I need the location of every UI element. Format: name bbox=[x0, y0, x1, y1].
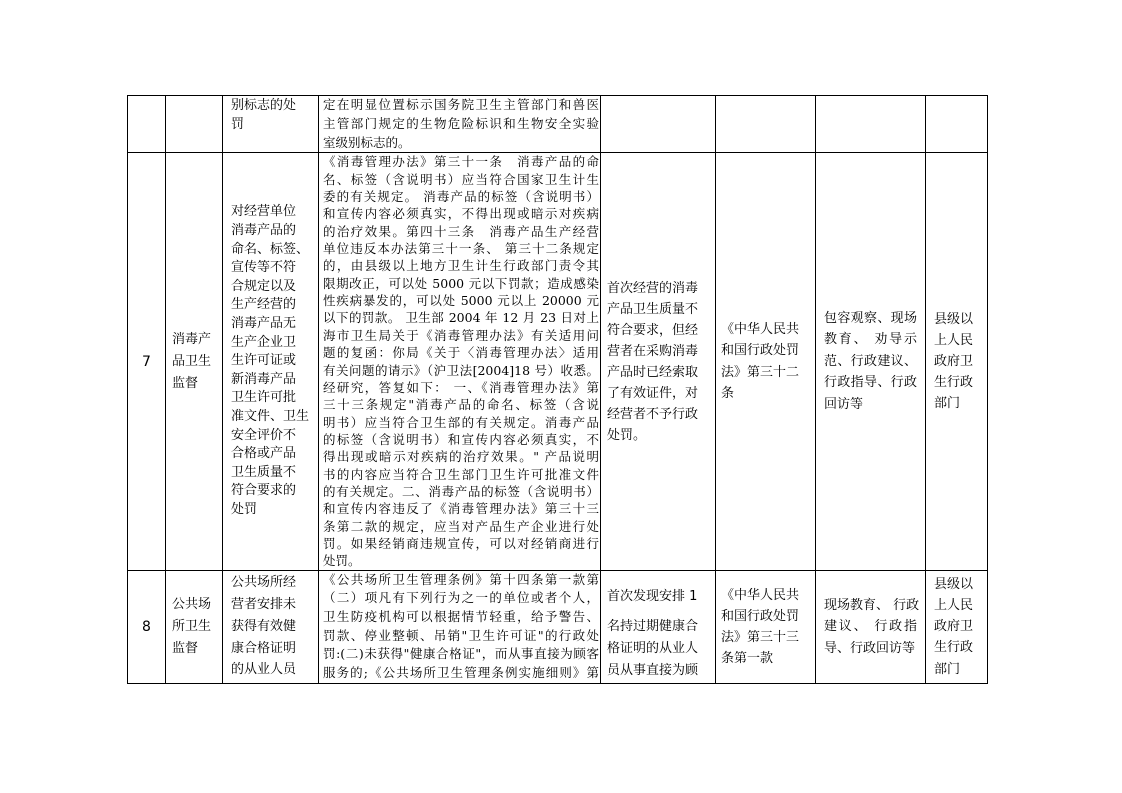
text-line: 条 bbox=[721, 386, 735, 402]
text-line: 康合格证明 bbox=[231, 640, 297, 656]
text-line: 的从业人员 bbox=[231, 662, 297, 678]
legal-basis-text bbox=[319, 96, 600, 152]
text-line: 首次经营的消毒 bbox=[607, 280, 699, 296]
authority-text bbox=[926, 574, 987, 680]
text-line: 公共场所经 bbox=[231, 575, 297, 591]
text-line: 罚。如果经销商违规宣传，可以对经销商进行 bbox=[323, 535, 599, 551]
table-row bbox=[128, 153, 988, 570]
text-line: 准文件、卫生 bbox=[231, 409, 310, 424]
text-line: 服务的;《公共场所卫生管理条例实施细则》第 bbox=[323, 665, 599, 681]
condition-cell bbox=[601, 153, 716, 570]
text-line: 生行政 bbox=[934, 640, 974, 656]
text-line: 罚:(二)未获得"健康合格证"，而从事直接为顾客 bbox=[323, 646, 599, 662]
number-cell bbox=[128, 153, 166, 570]
text-line: 的标签（含说明书）和宣传内容必须真实，不 bbox=[323, 431, 599, 447]
text-line: 定在明显位置标示国务院卫生主管部门和兽医 bbox=[323, 97, 599, 112]
text-line: 监督 bbox=[172, 640, 199, 656]
text-line: 限期改正，可以处 5000 元以下罚款；造成感染 bbox=[323, 275, 599, 291]
text-line: 产品时已经索取 bbox=[607, 364, 699, 380]
text-line: 法》第三十三 bbox=[721, 629, 800, 645]
text-line: 法》第三十二 bbox=[721, 364, 800, 380]
text-line: 合格或产品 bbox=[231, 446, 297, 462]
legal-basis-cell bbox=[319, 153, 601, 570]
measures-cell bbox=[816, 96, 926, 153]
text-line: 的，由县级以上地方卫生计生行政部门责令其 bbox=[323, 258, 599, 274]
condition-cell bbox=[601, 570, 716, 683]
text-line: 消毒产品无 bbox=[231, 316, 297, 332]
text-line: 新消毒产品 bbox=[231, 371, 297, 387]
violation-cell bbox=[223, 96, 319, 153]
row-number: 7 bbox=[142, 353, 151, 370]
measures-text bbox=[816, 308, 925, 416]
text-line: 卫生许可批 bbox=[231, 390, 297, 406]
measures-cell bbox=[816, 153, 926, 570]
text-line: 罚 bbox=[231, 117, 245, 132]
legal-basis-cell bbox=[319, 570, 601, 683]
text-line: 政府卫 bbox=[934, 354, 974, 370]
text-line: 条第二款的规定，应当对产品生产企业进行处 bbox=[323, 518, 599, 534]
authority-text bbox=[926, 309, 987, 414]
text-line: 委的有关规定。 消毒产品的标签（含说明书） bbox=[323, 189, 599, 205]
text-line: 和国行政处罚 bbox=[721, 608, 800, 624]
text-line: 主管部门规定的生物危险标识和生物安全实验 bbox=[323, 115, 599, 131]
text-line: 生行政 bbox=[934, 375, 974, 391]
category-cell bbox=[166, 570, 223, 683]
text-line: 产品卫生质量不 bbox=[607, 301, 699, 317]
text-line: 现场教育、 行政 bbox=[824, 597, 920, 613]
text-line: 行政指导、行政 bbox=[824, 375, 917, 391]
text-line: 的有关规定。二、消毒产品的标签（含说明书） bbox=[323, 483, 599, 499]
legal-basis-text bbox=[319, 153, 600, 569]
text-line: 获得有效健 bbox=[231, 618, 297, 634]
text-line: 县级以 bbox=[934, 576, 974, 592]
text-line: 书的内容应当符合卫生部门卫生许可批准文件 bbox=[323, 466, 599, 482]
table-row bbox=[128, 570, 988, 683]
violation-text bbox=[223, 96, 318, 134]
text-line: 首次发现安排 1 bbox=[607, 588, 698, 604]
text-line: 生许可证或 bbox=[231, 353, 297, 369]
text-line: 经研究，答复如下： 一、《消毒管理办法》第 bbox=[323, 379, 599, 395]
measures-cell bbox=[816, 570, 926, 683]
text-line: 合规定以及 bbox=[231, 278, 297, 294]
violation-cell bbox=[223, 570, 319, 683]
text-line: 有关问题的请示》（沪卫法[2004]18 号）收悉。 bbox=[323, 362, 599, 378]
text-line: 营者在采购消毒 bbox=[607, 343, 699, 359]
text-line: 以下的罚款。 卫生部 2004 年 12 月 23 日对上 bbox=[323, 310, 599, 326]
text-line: 所卫生 bbox=[172, 618, 212, 634]
text-line: 《中华人民共 bbox=[721, 321, 800, 337]
basis-article-cell bbox=[716, 570, 816, 683]
text-line: 名、标签（含说明书）应当符合国家卫生计生 bbox=[323, 171, 599, 187]
text-line: 别标志的处 bbox=[231, 98, 297, 113]
text-line: 单位违反本办法第三十一条、 第三十二条规定 bbox=[323, 241, 599, 257]
text-line: （二）项凡有下列行为之一的单位或者个人， bbox=[323, 590, 599, 606]
text-line: 了有效证件，对 bbox=[607, 385, 699, 401]
text-line: 三十三条规定"消毒产品的命名、标签（含说 bbox=[323, 397, 599, 413]
text-line: 室级别标志的。 bbox=[323, 134, 411, 150]
condition-text bbox=[601, 278, 715, 446]
penalty-table bbox=[127, 95, 988, 684]
text-line: 的治疗效果。第四十三条 消毒产品生产经营 bbox=[323, 223, 599, 239]
table-row-continued bbox=[128, 96, 988, 153]
basis-article-text bbox=[716, 585, 815, 669]
text-line: 经营者不予行政 bbox=[607, 406, 699, 422]
text-line: 条第一款 bbox=[721, 650, 774, 666]
violation-text bbox=[223, 203, 318, 519]
number-cell bbox=[128, 96, 166, 153]
text-line: 《消毒管理办法》第三十一条 消毒产品的命 bbox=[323, 154, 599, 170]
category-text bbox=[166, 329, 222, 395]
text-line: 生产企业卫 bbox=[231, 334, 297, 350]
text-line: 命名、标签、 bbox=[231, 241, 310, 257]
text-line: 政府卫 bbox=[934, 619, 974, 635]
authority-cell bbox=[926, 96, 988, 153]
text-line: 得出现或暗示对疾病的治疗效果。" 产品说明 bbox=[323, 449, 599, 465]
text-line: 卫生质量不 bbox=[231, 464, 297, 480]
text-line: 回访等 bbox=[824, 396, 864, 412]
basis-article-cell bbox=[716, 153, 816, 570]
text-line: 宣传等不符 bbox=[231, 260, 297, 276]
text-line: 明书）应当符合卫生部的有关规定。消毒产品 bbox=[323, 414, 599, 430]
text-line: 罚款、停业整顿、吊销"卫生许可证"的行政处 bbox=[323, 627, 599, 643]
text-line: 包容观察、现场 bbox=[824, 310, 917, 326]
text-line: 名持过期健康合 bbox=[607, 618, 699, 634]
text-line: 部门 bbox=[934, 661, 961, 677]
text-line: 品卫生 bbox=[172, 353, 212, 369]
text-line: 上人民 bbox=[934, 333, 974, 349]
text-line: 处罚 bbox=[231, 501, 258, 517]
text-line: 处罚。 bbox=[607, 427, 647, 443]
category-text bbox=[166, 594, 222, 660]
text-line: 卫生防疫机构可以根据情节轻重，给予警告、 bbox=[323, 609, 599, 625]
text-line: 《公共场所卫生管理条例》第十四条第一款第 bbox=[323, 571, 599, 587]
text-line: 题的复函：你局《关于〈消毒管理办法〉适用 bbox=[323, 345, 599, 361]
text-line: 处罚。 bbox=[323, 553, 361, 569]
text-line: 和宣传内容违反了《消毒管理办法》第三十三 bbox=[323, 501, 599, 517]
number-cell bbox=[128, 570, 166, 683]
row-number: 8 bbox=[142, 618, 151, 635]
condition-cell bbox=[601, 96, 716, 153]
text-line: 《中华人民共 bbox=[721, 587, 800, 603]
text-line: 安全评价不 bbox=[231, 427, 297, 443]
text-line: 范、行政建议、 bbox=[824, 353, 917, 369]
text-line: 建议、 行政指 bbox=[824, 619, 917, 634]
violation-cell bbox=[223, 153, 319, 570]
category-cell bbox=[166, 153, 223, 570]
text-line: 消毒产 bbox=[172, 331, 212, 347]
text-line: 符合要求的 bbox=[231, 483, 297, 499]
basis-article-text bbox=[716, 319, 815, 405]
text-line: 生产经营的 bbox=[231, 297, 297, 313]
category-cell bbox=[166, 96, 223, 153]
text-line: 员从事直接为顾 bbox=[607, 662, 699, 678]
text-line: 和宣传内容必须真实，不得出现或暗示对疾病 bbox=[323, 206, 599, 222]
authority-cell bbox=[926, 570, 988, 683]
condition-text bbox=[601, 571, 715, 682]
text-line: 营者安排未 bbox=[231, 597, 297, 613]
authority-cell bbox=[926, 153, 988, 570]
legal-basis-text bbox=[319, 571, 600, 683]
text-line: 性疾病暴发的，可以处 5000 元以上 20000 元 bbox=[323, 293, 599, 309]
text-line: 对经营单位 bbox=[231, 204, 297, 220]
text-line: 消毒产品的 bbox=[231, 223, 297, 239]
basis-article-cell bbox=[716, 96, 816, 153]
text-line: 格证明的从业人 bbox=[607, 640, 699, 656]
text-line: 监督 bbox=[172, 375, 199, 391]
text-line: 县级以 bbox=[934, 312, 974, 328]
measures-text bbox=[816, 595, 925, 660]
text-line: 上人民 bbox=[934, 597, 974, 613]
text-line: 和国行政处罚 bbox=[721, 343, 800, 359]
violation-text bbox=[223, 572, 318, 681]
text-line: 导、行政回访等 bbox=[824, 640, 916, 656]
text-line: 部门 bbox=[934, 396, 961, 412]
text-line: 海市卫生局关于《消毒管理办法》有关适用问 bbox=[323, 327, 599, 343]
text-line: 符合要求，但经 bbox=[607, 322, 699, 338]
text-line: 教育、 劝导示 bbox=[824, 332, 917, 348]
text-line: 公共场 bbox=[172, 596, 212, 612]
legal-basis-cell bbox=[319, 96, 601, 153]
